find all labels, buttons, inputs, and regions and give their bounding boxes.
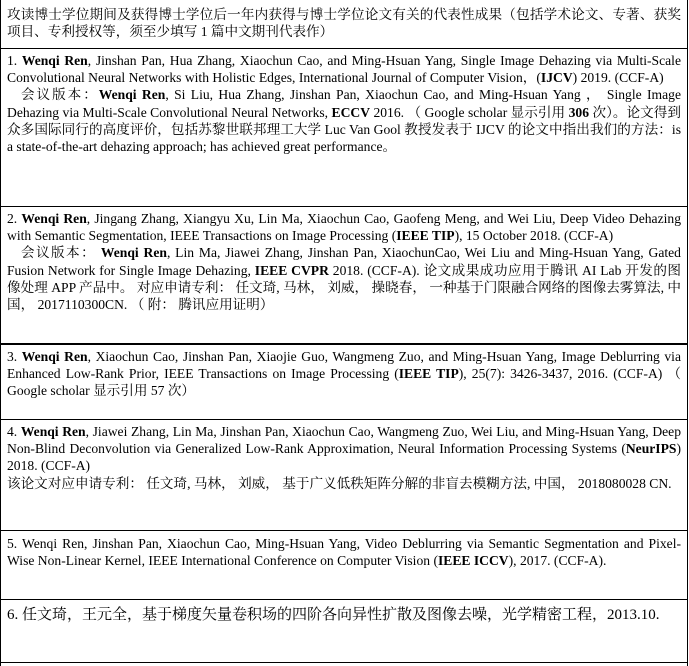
entry-1 (7, 52, 681, 155)
author-name: Wenqi Ren (20, 424, 86, 439)
header-text: 攻读博士学位期间及获得博士学位后一年内获得与博士学位论文有关的代表性成果（包括学术论文、专著、获奖项目、专利授权等，须至少填写 1 篇中文期刊代表作） (7, 7, 681, 40)
venue-name: IJCV (540, 70, 573, 86)
entry-2-conference: 会议版本： Wenqi Ren, Lin Ma, Jiawei Zhang, Jinshan Pan, XiaochunCao, Wei Liu and Ming-Hsuan Yang, Gated Fusion Network for Single Image Dehazing, IEEE CVPR 2018. (CCF-A). 论文成果成功应用于腾讯 AI Lab 开发的图像处理 APP 产品中。 对应申请专利： 任文琦, 马林， 刘威， 操晓春， 一种基于门限融合网络的图像去雾算法, 中国， 2017110300CN. （ 附： 腾讯应用证明） (7, 245, 681, 313)
divider (1, 206, 687, 207)
divider (1, 530, 687, 531)
entry-3 (7, 348, 681, 400)
entry-6 (7, 605, 681, 626)
entry-5 (7, 535, 681, 569)
entry-2-journal: 2. Wenqi Ren, Jingang Zhang, Xiangyu Xu, Lin Ma, Xiaochun Cao, Gaofeng Meng, and Wei Liu, Deep Video Dehazing with Semantic Segmentation, IEEE Transactions on Image Processing (IEEE TIP), 15 October 2018. (CCF-A) (7, 211, 681, 244)
divider (1, 599, 687, 600)
form-header (7, 6, 681, 40)
entry-4-patent: 该论文对应申请专利： 任文琦, 马林， 刘威， 基于广义低秩矩阵分解的非盲去模糊方法, 中国， 2018080028 CN. (7, 475, 672, 491)
entry-4 (7, 423, 681, 492)
author-name: Wenqi Ren (21, 211, 87, 226)
author-name: Wenqi Ren (98, 87, 166, 103)
venue-name: ECCV (331, 104, 371, 120)
author-name: Wenqi Ren (21, 53, 88, 68)
venue-name: NeurIPS (625, 441, 677, 457)
divider (1, 419, 687, 420)
entry-6-journal: 6. 任文琦，王元全，基于梯度矢量卷积场的四阶各向异性扩散及图像去噪，光学精密工程，2013.10. (7, 607, 660, 623)
author-name: Wenqi Ren (21, 349, 88, 364)
divider (1, 662, 687, 663)
venue-name: IEEE ICCV (437, 553, 509, 569)
venue-name: IEEE CVPR (254, 262, 329, 278)
citation-count: 306 (568, 104, 590, 120)
divider (1, 48, 687, 49)
entry-3-journal: 3. Wenqi Ren, Xiaochun Cao, Jinshan Pan, Xiaojie Guo, Wangmeng Zuo, and Ming-Hsuan Yang, Image Deblurring via Enhanced Low-Rank Prior, IEEE Transactions on Image Processing (IEEE TIP), 25(7): 3426-3437, 2016. (CCF-A) （ Google scholar 显示引用 57 次） (7, 349, 681, 399)
divider (1, 343, 687, 345)
entry-4-conference: 4. Wenqi Ren, Jiawei Zhang, Lin Ma, Jinshan Pan, Xiaochun Cao, Wangmeng Zuo, Wei Liu, and Ming-Hsuan Yang, Deep Non-Blind Deconvolution via Generalized Low-Rank Approximation, Neural Information Processing Systems (NeurIPS) 2018. (CCF-A) (7, 424, 681, 474)
entry-2 (7, 210, 681, 313)
entry-5-conference: 5. Wenqi Ren, Jinshan Pan, Xiaochun Cao, Ming-Hsuan Yang, Video Deblurring via Semantic Segmentation and Pixel-Wise Non-Linear Kernel, IEEE International Conference on Computer Vision (IEEE ICCV), 2017. (CCF-A). (7, 536, 681, 569)
venue-name: IEEE TIP (396, 228, 455, 244)
entry-1-conference: 会议版本：Wenqi Ren, Si Liu, Hua Zhang, Jinshan Pan, Xiaochun Cao, and Ming-Hsuan Yang ， Single Image Dehazing via Multi-Scale Convolutional Neural Networks, ECCV 2016. （ Google scholar 显示引用 306 次）。论文得到众多国际同行的高度评价，包括苏黎世联邦理工大学 Luc Van Gool 教授发表于 IJCV 的论文中指出我们的方法：is a state-of-the-art dehazing approach; has achieved great performance。 (7, 87, 682, 155)
entry-1-journal: 1. Wenqi Ren, Jinshan Pan, Hua Zhang, Xiaochun Cao, and Ming-Hsuan Yang, Single Image Dehazing via Multi-Scale Convolutional Neural Networks with Holistic Edges, International Journal of Computer Vision，(IJCV) 2019. (CCF-A) (7, 53, 681, 86)
venue-name: IEEE TIP (398, 366, 459, 382)
author-name: Wenqi Ren (100, 245, 167, 261)
